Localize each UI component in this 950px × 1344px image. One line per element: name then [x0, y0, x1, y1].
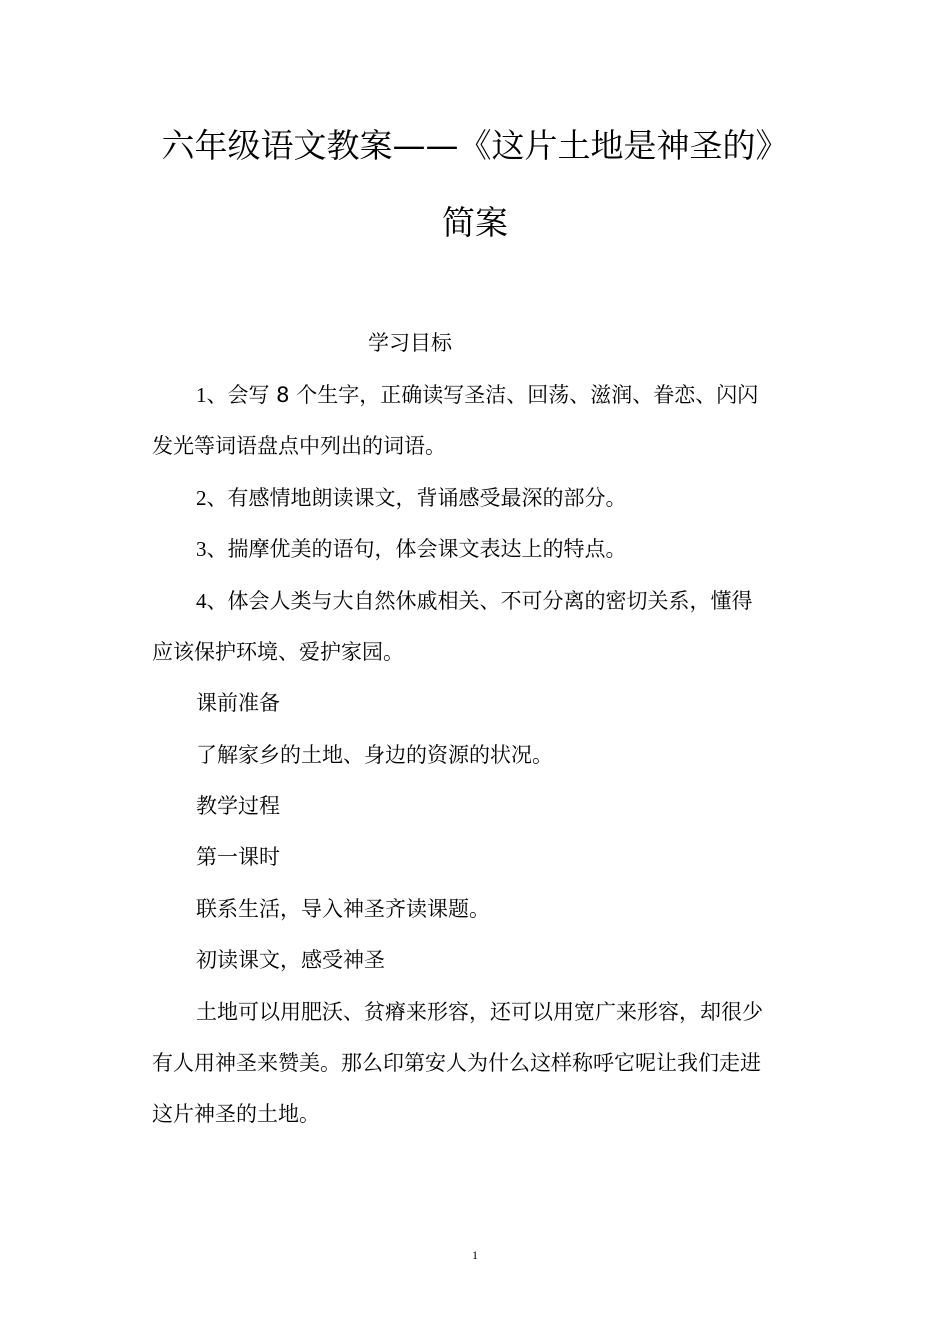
- document-title-line-2: 简案: [442, 203, 508, 242]
- goal-1-text: 、会写 8 个生字，正确读写圣洁、回荡、滋润、眷恋、闪闪: [206, 383, 759, 407]
- paragraph-line-2: 有人用神圣来赞美。那么印第安人为什么这样称呼它呢让我们走进: [152, 1051, 761, 1075]
- lesson-one-heading: 第一课时: [196, 845, 280, 869]
- goal-2-text: 、有感情地朗读课文，背诵感受最深的部分。: [206, 486, 627, 510]
- preparation-text: 了解家乡的土地、身边的资源的状况。: [196, 743, 553, 767]
- step-1-text: 联系生活，导入神圣齐读课题。: [196, 897, 490, 921]
- document-title-line-1: 六年级语文教案——《这片土地是神圣的》: [161, 126, 789, 165]
- section-heading-preparation: 课前准备: [196, 691, 280, 715]
- step-2-text: 初读课文，感受神圣: [196, 948, 385, 972]
- goal-1-line-1: [196, 381, 758, 409]
- goal-1-line-2: 发光等词语盘点中列出的词语。: [152, 434, 446, 458]
- section-heading-learning-goals: 学习目标: [368, 331, 452, 355]
- paragraph-line-3: 这片神圣的土地。: [152, 1102, 320, 1126]
- goal-4-line-1: [196, 587, 753, 615]
- goal-4-number: 4: [196, 589, 207, 613]
- page-number: 1: [472, 1248, 478, 1262]
- section-heading-process: 教学过程: [196, 794, 280, 818]
- goal-3-number: 3: [196, 537, 207, 561]
- paragraph-line-1: 土地可以用肥沃、贫瘠来形容，还可以用宽广来形容，却很少: [196, 1000, 763, 1024]
- goal-3-text: 、揣摩优美的语句，体会课文表达上的特点。: [206, 537, 627, 561]
- goal-4-line-2: 应该保护环境、爱护家园。: [152, 640, 404, 664]
- goal-1-number: 1: [196, 383, 207, 407]
- goal-4-text: 、体会人类与大自然休戚相关、不可分离的密切关系，懂得: [206, 589, 753, 613]
- goal-2-number: 2: [196, 486, 207, 510]
- goal-2: [196, 484, 627, 512]
- goal-3: [196, 535, 627, 563]
